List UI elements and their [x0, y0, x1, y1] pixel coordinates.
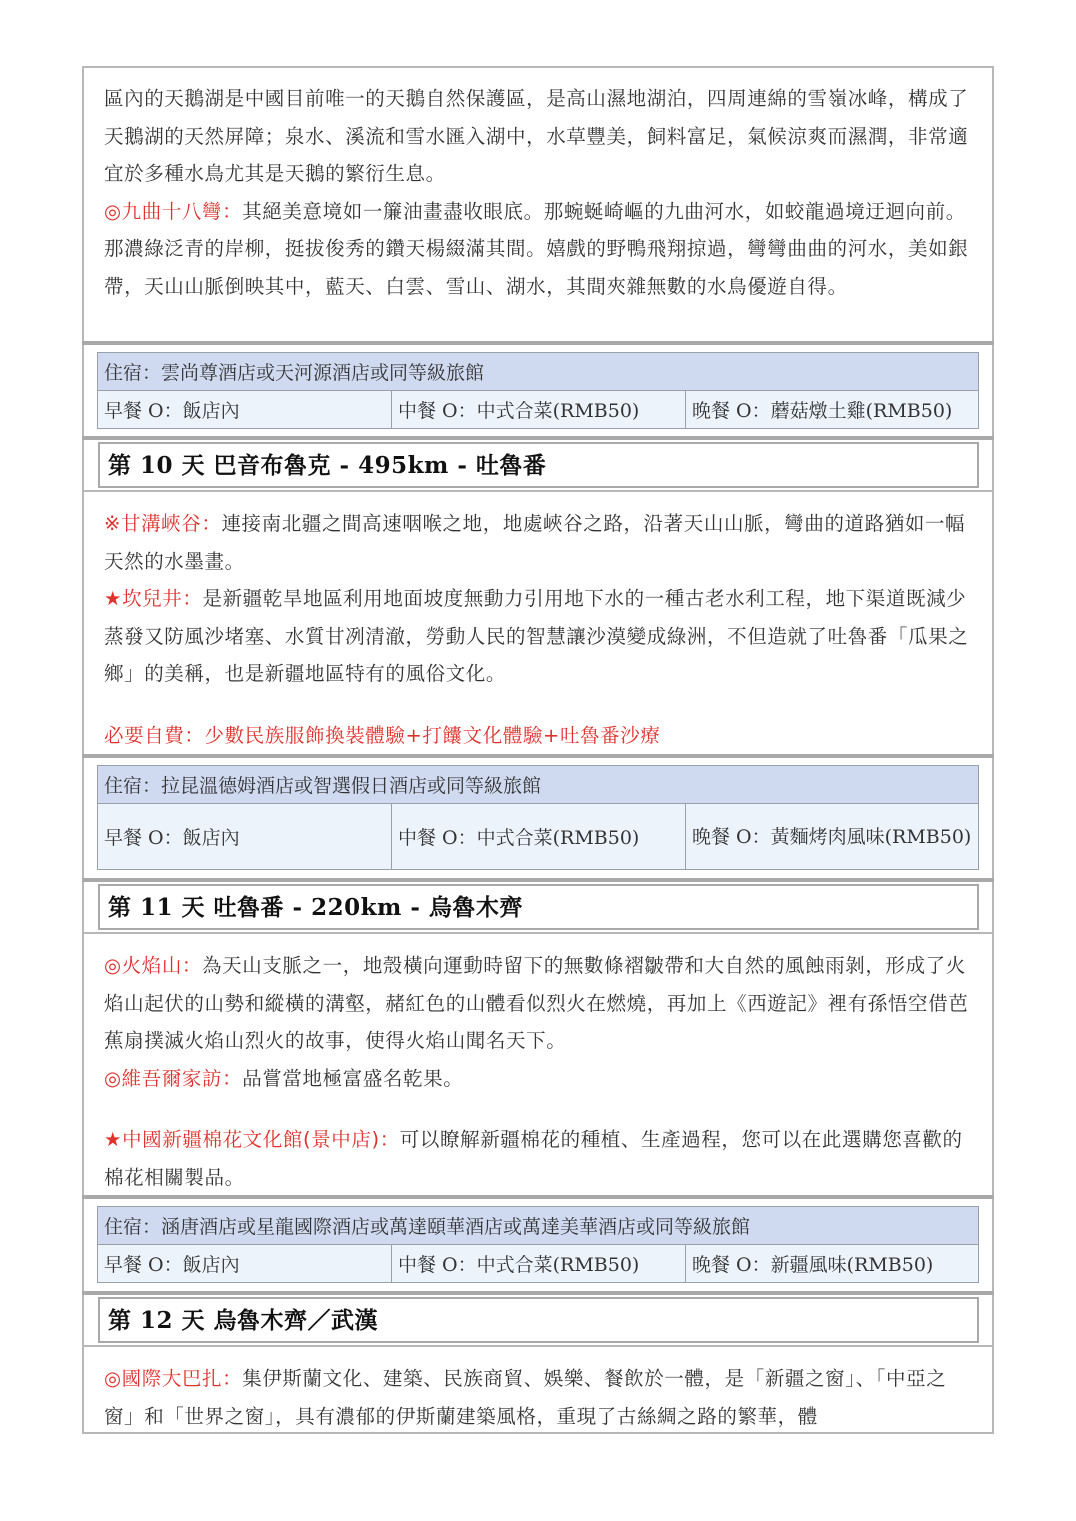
- day11-uyghur-visit-paragraph: ◎維吾爾家訪：品嘗當地極富盛名乾果。: [104, 1066, 464, 1090]
- ganggou-label: ※甘溝峽谷：: [104, 512, 222, 535]
- day9-accommodation-table: [97, 352, 979, 429]
- jiuqu-label: ◎九曲十八彎：: [104, 199, 243, 223]
- day10-lunch: 中餐 O：中式合菜(RMB50): [392, 804, 686, 870]
- karez-label: ★坎兒井：: [104, 587, 203, 611]
- day10-hotel: 住宿：拉昆溫德姆酒店或智選假日酒店或同等級旅館: [98, 766, 979, 804]
- day11-breakfast: 早餐 O：飯店內: [98, 1245, 392, 1283]
- day11-lunch: 中餐 O：中式合菜(RMB50): [392, 1245, 686, 1283]
- day9-dinner: 晚餐 O：蘑菇燉土雞(RMB50): [686, 391, 979, 429]
- day9-description: [84, 72, 993, 306]
- section-divider: [82, 1195, 994, 1199]
- flaming-mountain-label: ◎火焰山：: [104, 954, 203, 977]
- day10-optional-expense: 必要自費：少數民族服飾換裝體驗+打饢文化體驗+吐魯番沙療: [104, 723, 661, 747]
- uyghur-visit-label: ◎維吾爾家訪：: [104, 1066, 243, 1090]
- day9-swan-lake-paragraph: 區內的天鵝湖是中國目前唯一的天鵝自然保護區，是高山濕地湖泊，四周連綿的雪嶺冰峰，構成了天鵝湖的天然屏障；泉水、溪流和雪水匯入湖中，水草豐美，飼料富足，氣候涼爽而濕潤，非常適宜於多種水鳥尤其是天鵝的繁衍生息。: [104, 87, 969, 186]
- day11-cotton-museum-paragraph: ★中國新疆棉花文化館(景中店)：可以瞭解新疆棉花的種植、生產過程，您可以在此選購您喜歡的棉花相關製品。: [104, 1128, 963, 1189]
- day9-hotel: 住宿：雲尚尊酒店或天河源酒店或同等級旅館: [98, 353, 979, 391]
- day11-description: [84, 939, 993, 1197]
- day9-jiuqu-paragraph: ◎九曲十八彎：其絕美意境如一簾油畫盡收眼底。那蜿蜒崎嶇的九曲河水，如蛟龍過境迂迴向前。那濃綠泛青的岸柳，挺拔俊秀的鑽天楊綴滿其間。嬉戲的野鴨飛翔掠過，彎彎曲曲的河水，美如銀帶，天山山脈倒映其中，藍天、白雲、雪山、湖水，其間夾雜無數的水鳥優遊自得。: [104, 199, 969, 298]
- grand-bazaar-label: ◎國際大巴扎：: [104, 1367, 243, 1390]
- day10-breakfast: 早餐 O：飯店內: [98, 804, 392, 870]
- day10-ganggou-paragraph: ※甘溝峽谷：連接南北疆之間高速咽喉之地，地處峽谷之路，沿著天山山脈，彎曲的道路猶如一幅天然的水墨畫。: [104, 512, 966, 573]
- section-divider: [82, 1345, 994, 1347]
- day11-accommodation-table: [97, 1206, 979, 1283]
- day11-dinner: 晚餐 O：新疆風味(RMB50): [686, 1245, 979, 1283]
- day9-lunch: 中餐 O：中式合菜(RMB50): [392, 391, 686, 429]
- section-divider: [82, 878, 994, 882]
- section-divider: [82, 1291, 994, 1295]
- day10-karez-paragraph: ★坎兒井：是新疆乾旱地區利用地面坡度無動力引用地下水的一種古老水利工程，地下渠道既減少蒸發又防風沙堵塞、水質甘冽清澈，勞動人民的智慧讓沙漠變成綠洲，不但造就了吐魯番「瓜果之鄉」的美稱，也是新疆地區特有的風俗文化。: [104, 587, 969, 686]
- day11-flaming-mountain-paragraph: ◎火焰山：為天山支脈之一，地殼橫向運動時留下的無數條褶皺帶和大自然的風蝕雨剝，形成了火焰山起伏的山勢和縱橫的溝壑，赭紅色的山體看似烈火在燃燒，再加上《西遊記》裡有孫悟空借芭蕉扇撲滅火焰山烈火的故事，使得火焰山聞名天下。: [104, 954, 969, 1053]
- day12-header: [98, 1297, 979, 1343]
- day12-description: [84, 1352, 993, 1435]
- day10-dinner: 晚餐 O：黃麵烤肉風味(RMB50): [686, 804, 979, 870]
- section-divider: [82, 754, 994, 758]
- day10-title: 第 10 天 巴音布魯克 - 495km - 吐魯番: [108, 452, 547, 479]
- section-divider: [82, 341, 994, 345]
- day12-title: 第 12 天 烏魯木齊／武漢: [108, 1307, 379, 1334]
- day11-header: [98, 884, 979, 930]
- day10-accommodation-table: [97, 765, 979, 870]
- section-divider: [82, 490, 994, 492]
- day9-breakfast: 早餐 O：飯店內: [98, 391, 392, 429]
- day11-title: 第 11 天 吐魯番 - 220km - 烏魯木齊: [108, 894, 523, 921]
- day10-description: [84, 497, 993, 755]
- day11-hotel: 住宿：涵唐酒店或星龍國際酒店或萬達頤華酒店或萬達美華酒店或同等級旅館: [98, 1207, 979, 1245]
- day12-grand-bazaar-paragraph: ◎國際大巴扎：集伊斯蘭文化、建築、民族商貿、娛樂、餐飲於一體，是「新疆之窗」、「中亞之窗」和「世界之窗」，具有濃郁的伊斯蘭建築風格，重現了古絲綢之路的繁華，體: [104, 1367, 947, 1428]
- day10-header: [98, 442, 979, 488]
- cotton-museum-label: ★中國新疆棉花文化館(景中店)：: [104, 1128, 400, 1152]
- section-divider: [82, 436, 994, 440]
- section-divider: [82, 932, 994, 934]
